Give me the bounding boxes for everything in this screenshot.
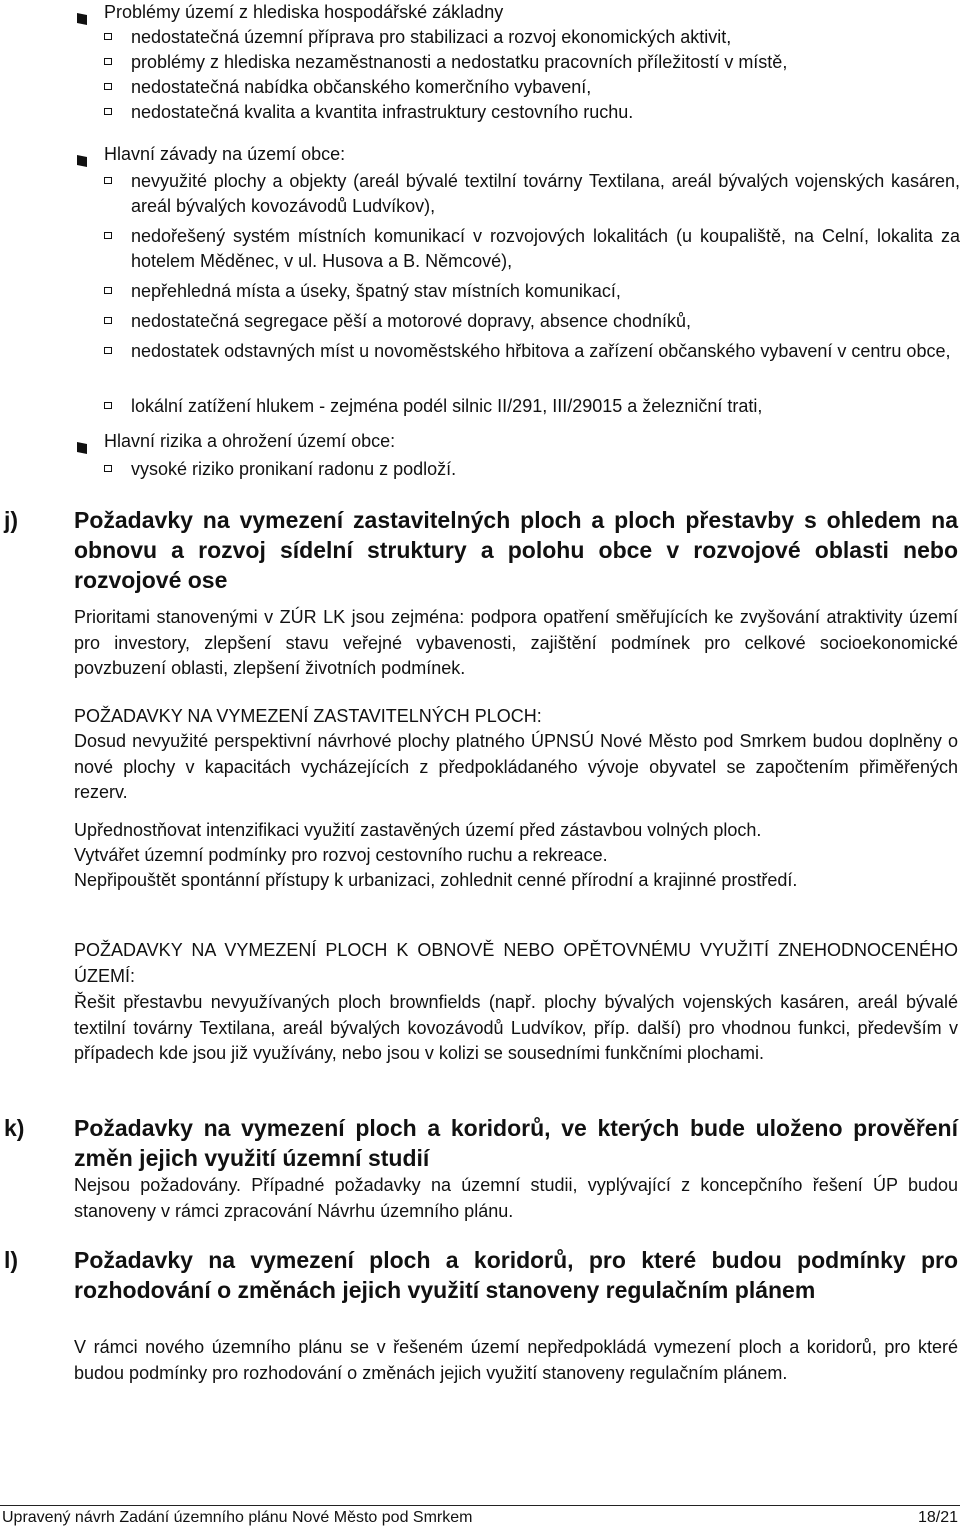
sub-bullet-text: lokální zatížení hlukem - zejména podél silnic II/291, III/29015 a železniční trati, <box>131 396 763 416</box>
paragraph: Vytvářet územní podmínky pro rozvoj cestovního ruchu a rekreace. <box>74 845 608 865</box>
sub-bullet-text: vysoké riziko pronikaní radonu z podloží. <box>131 459 457 479</box>
box-bullet-icon <box>104 108 112 115</box>
section-heading: Požadavky na vymezení ploch a koridorů, pro které budou podmínky pro rozhodování o změnách jejich využití stanoveny regulačním plánem <box>74 1247 958 1303</box>
footer-page-number: 18/21 <box>917 1509 958 1526</box>
box-bullet-icon <box>104 287 112 294</box>
section-letter: l) <box>4 1247 19 1273</box>
sub-bullet-text: nedostatečná nabídka občanského komerčního vybavení, <box>131 77 592 97</box>
section-letter: j) <box>4 507 19 533</box>
footer-document-title: Upravený návrh Zadání územního plánu Nové Město pod Smrkem <box>2 1509 473 1526</box>
paragraph: V rámci nového územního plánu se v řešeném území nepředpokládá vymezení ploch a koridorů, pro které budou podmínky pro rozhodování o změnách jejich využití stanoveny regulačním plánem. <box>74 1337 958 1383</box>
section-letter: k) <box>4 1115 25 1141</box>
bullet-text: Hlavní závady na území obce: <box>104 144 346 164</box>
subsection-heading: POŽADAVKY NA VYMEZENÍ ZASTAVITELNÝCH PLOCH: <box>74 706 542 726</box>
paragraph: Upřednostňovat intenzifikaci využití zastavěných území před zástavbou volných ploch. <box>74 820 762 840</box>
sub-bullet-text: nevyužité plochy a objekty (areál bývalé textilní továrny Textilana, areál bývalých vojenských kasáren, areál bývalých kovozávodů Ludvíkov), <box>131 171 960 216</box>
sub-bullet-text: nedostatečná segregace pěší a motorové dopravy, absence chodníků, <box>131 311 692 331</box>
box-bullet-icon <box>104 58 112 65</box>
box-bullet-icon <box>104 347 112 354</box>
paragraph: Prioritami stanovenými v ZÚR LK jsou zejména: podpora opatření směřujících ke zvyšování atraktivity území pro investory, zlepšení stavu veřejné vybavenosti, zajištění podmínek pro celkové socioekonomické povzbuzení oblasti, zlepšení životních podmínek. <box>74 607 958 678</box>
bullet-text: Hlavní rizika a ohrožení území obce: <box>104 431 396 451</box>
section-heading: Požadavky na vymezení ploch a koridorů, ve kterých bude uloženo prověření změn jejich využití územní studií <box>74 1115 958 1171</box>
paragraph: Nejsou požadovány. Případné požadavky na územní studii, vyplývající z koncepčního řešení ÚP budou stanoveny v rámci zpracování Návrhu územního plánu. <box>74 1175 958 1221</box>
sub-bullet-text: nepřehledná místa a úseky, špatný stav místních komunikací, <box>131 281 621 301</box>
paragraph: Řešit přestavbu nevyužívaných ploch brownfields (např. plochy bývalých vojenských kasáren, areál bývalé textilní továrny Textilana, areál bývalých kovozávodů Ludvíkov, příp. další) pro vhodnou funkci, především v případech kde jsou již využívány, nebo jsou v kolizi se sousedními funkčními plochami. <box>74 992 958 1063</box>
sub-bullet-text: nedostatečná územní příprava pro stabilizaci a rozvoj ekonomických aktivit, <box>131 27 732 47</box>
subsection-heading: POŽADAVKY NA VYMEZENÍ PLOCH K OBNOVĚ NEBO OPĚTOVNÉMU VYUŽITÍ ZNEHODNOCENÉHO ÚZEMÍ: <box>74 940 958 986</box>
paragraph: Dosud nevyužité perspektivní návrhové plochy platného ÚPNSÚ Nové Město pod Smrkem budou doplněny o nové plochy v kapacitách vycházejících z předpokládaného vývoje obyvatel se započtením přiměřených rezerv. <box>74 731 958 802</box>
paragraph: Nepřipouštět spontánní přístupy k urbanizaci, zohlednit cenné přírodní a krajinné prostředí. <box>74 870 798 890</box>
sub-bullet-text: nedostatečná kvalita a kvantita infrastruktury cestovního ruchu. <box>131 102 634 122</box>
box-bullet-icon <box>104 232 112 239</box>
square-bullet-icon <box>77 7 87 19</box>
square-bullet-icon <box>77 149 87 161</box>
box-bullet-icon <box>104 33 112 40</box>
box-bullet-icon <box>104 465 112 472</box>
section-heading: Požadavky na vymezení zastavitelných ploch a ploch přestavby s ohledem na obnovu a rozvoj sídelní struktury a polohu obce v rozvojové oblasti nebo rozvojové ose <box>74 507 958 593</box>
box-bullet-icon <box>104 83 112 90</box>
box-bullet-icon <box>104 177 112 184</box>
box-bullet-icon <box>104 402 112 409</box>
box-bullet-icon <box>104 317 112 324</box>
square-bullet-icon <box>77 436 87 448</box>
sub-bullet-text: nedostatek odstavných míst u novoměstského hřbitova a zařízení občanského vybavení v centru obce, <box>131 341 951 361</box>
sub-bullet-text: problémy z hlediska nezaměstnanosti a nedostatku pracovních příležitostí v místě, <box>131 52 788 72</box>
sub-bullet-text: nedořešený systém místních komunikací v rozvojových lokalitách (u koupaliště, na Celní, lokalita za hotelem Měděnec, v ul. Husova a B. Němcové), <box>131 226 960 271</box>
bullet-text: Problémy území z hlediska hospodářské základny <box>104 2 504 22</box>
page-footer <box>0 1505 960 1530</box>
